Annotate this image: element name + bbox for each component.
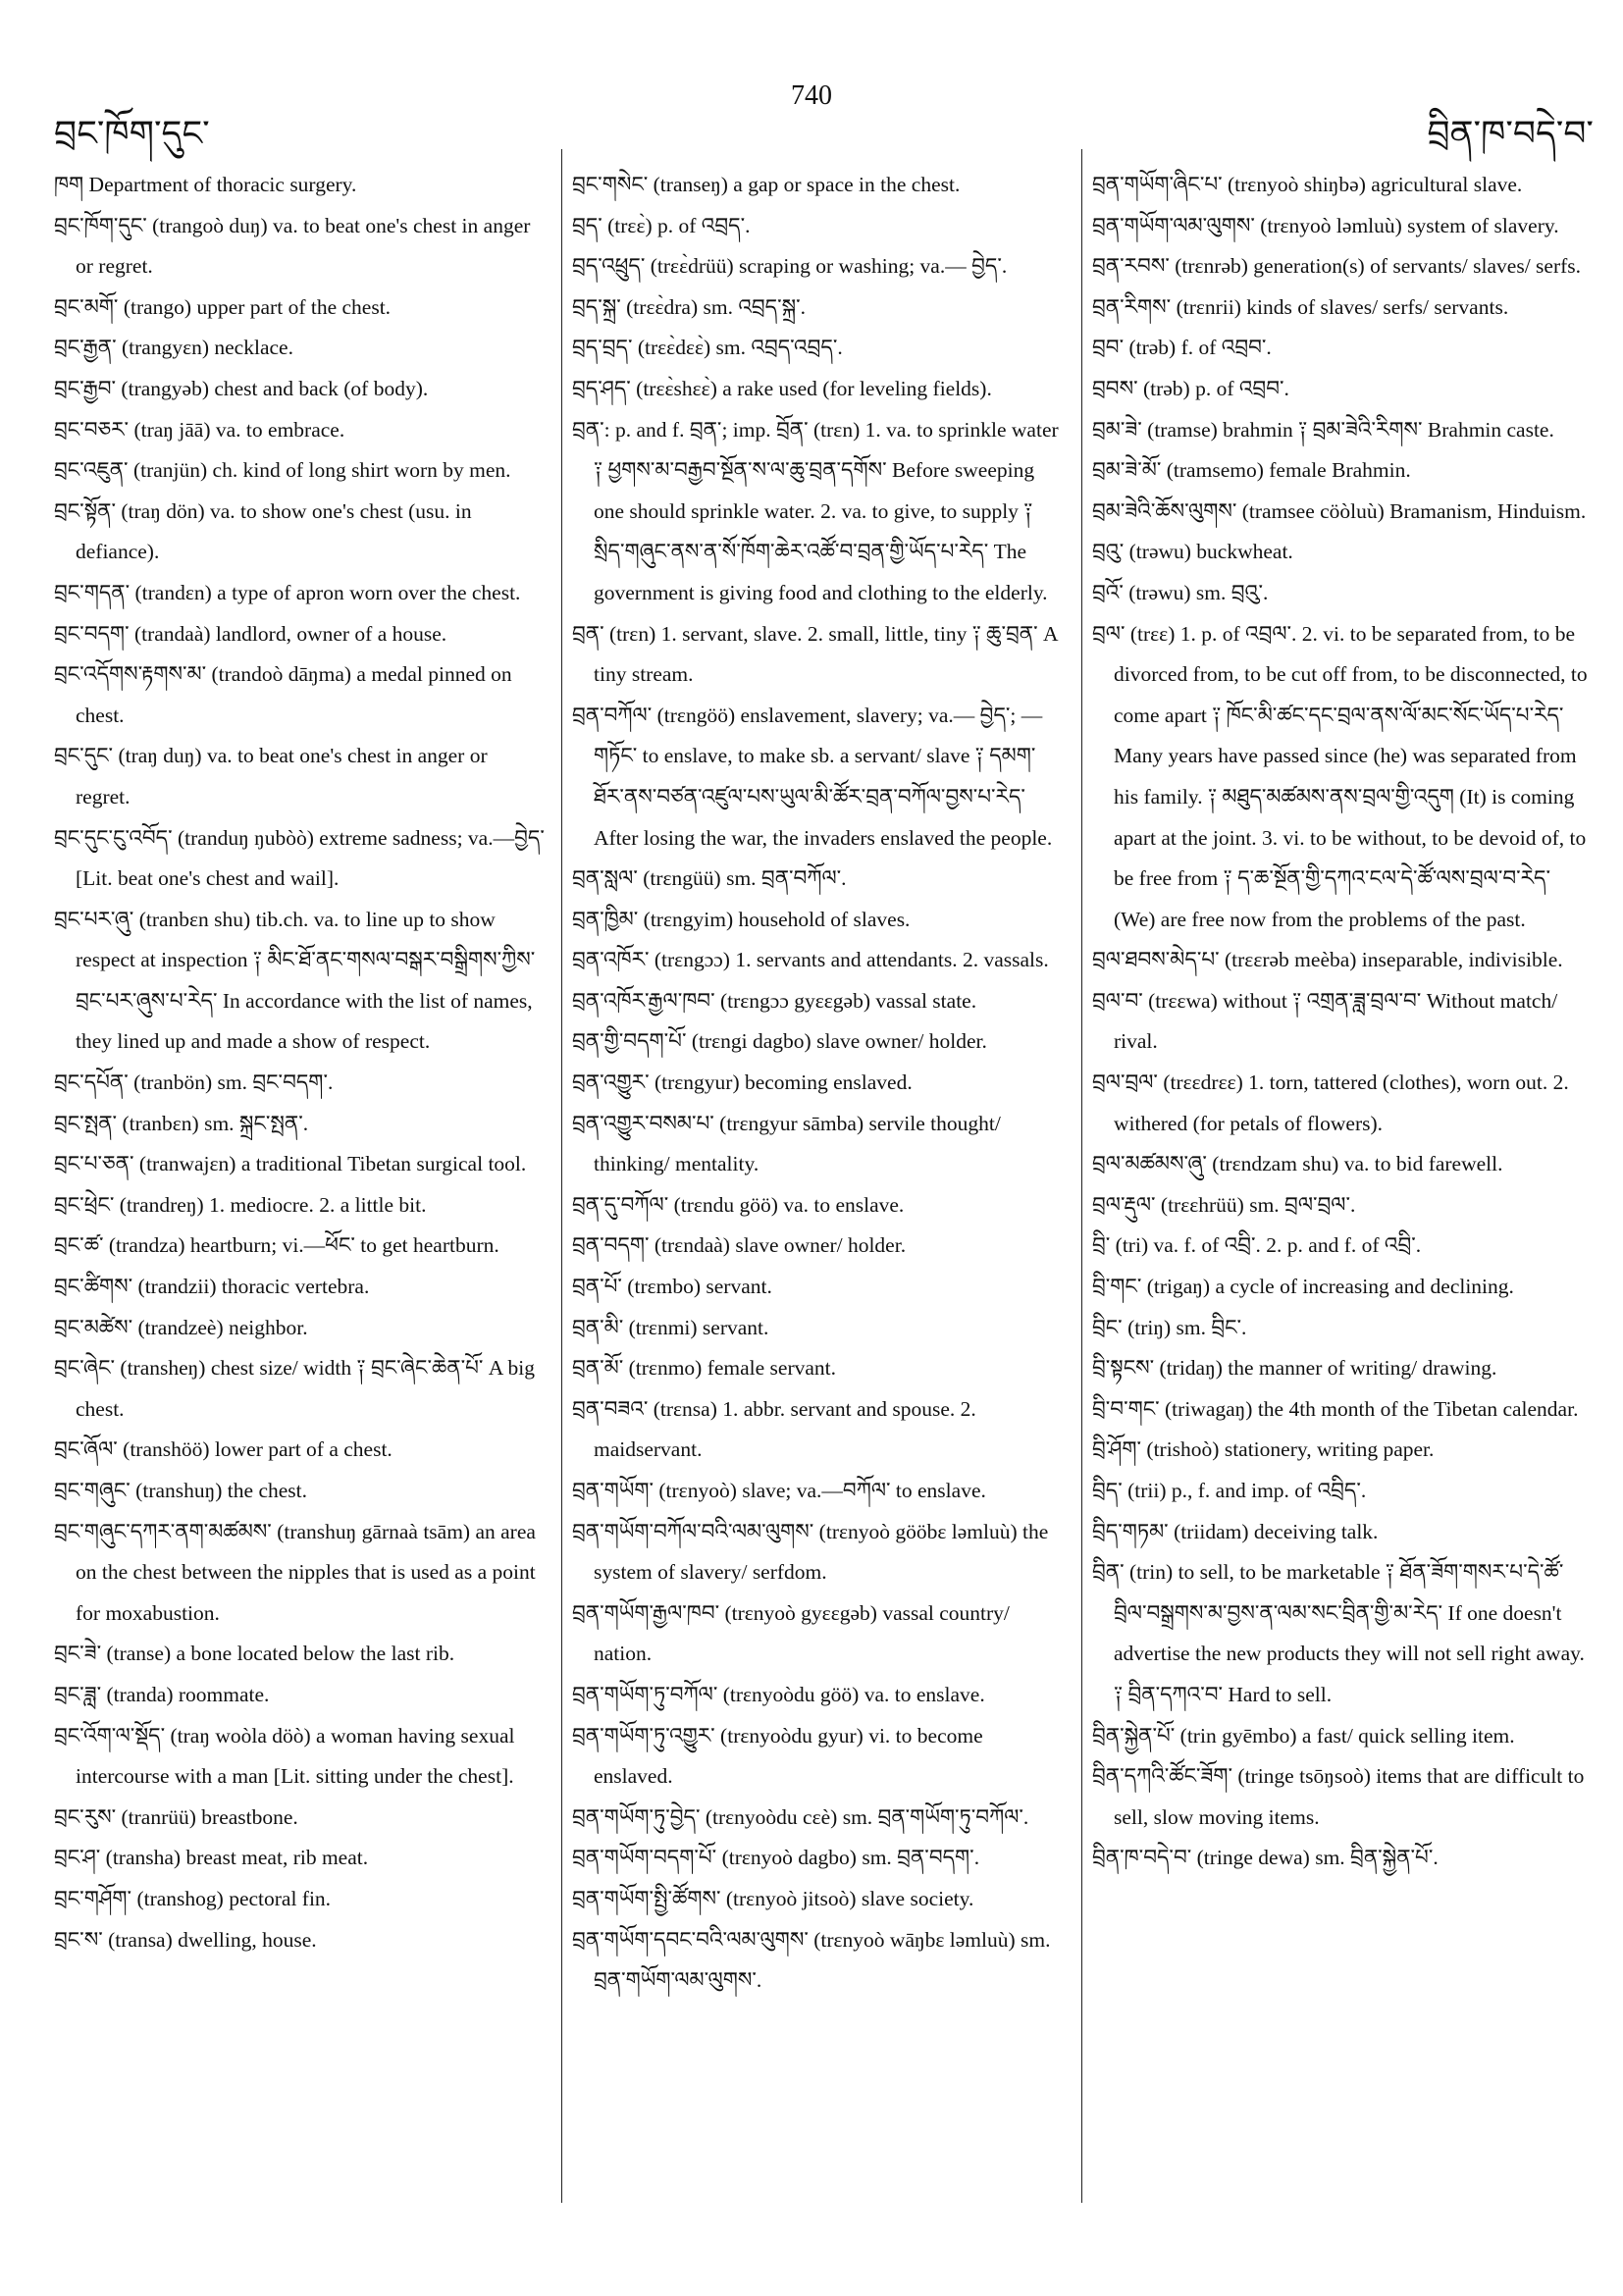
dictionary-entry: བྲམ་ཟེའི་ཆོས་ལུགས་ (tramsee cöòluù) Bramanism, Hinduism.: [1092, 498, 1587, 523]
dictionary-entry: བྲད་སྐྲ་ (trɛɛ̀dra) sm. འབྲད་སྐྲ་.: [572, 294, 807, 319]
dictionary-entry: བྲིང་ (triŋ) sm. བྲིང་.: [1092, 1315, 1247, 1339]
dictionary-entry: བྲང་རུས་ (tranrüü) breastbone.: [54, 1804, 298, 1829]
column-divider: [561, 149, 562, 2203]
dictionary-entry: བྲང་དཔོན་ (tranbön) sm. བྲང་བདག་.: [54, 1070, 334, 1095]
entry-column-2: [572, 165, 1065, 2208]
dictionary-entry: བྲད་བྲད་ (trɛɛ̀dɛɛ̀) sm. འབྲད་འབྲད་.: [572, 336, 843, 360]
dictionary-entry: བྲན་གཡོག་བདག་པོ་ (trɛnyoò dagbo) sm. བྲན་བདག་.: [572, 1846, 980, 1870]
dictionary-entry: བྲི་ (tri) va. f. of འབྲི་. 2. p. and f. of འབྲི་.: [1092, 1233, 1422, 1258]
dictionary-entry: བྲང་ཁོག་དུང་ (trangoò duŋ) va. to beat one's chest in anger or regret.: [54, 213, 531, 279]
dictionary-entry: བྲམ་ཟེ་མོ་ (tramsemo) female Brahmin.: [1092, 458, 1411, 483]
dictionary-entry: བྲང་ཕྲེང་ (trandreŋ) 1. mediocre. 2. a little bit.: [54, 1192, 427, 1217]
dictionary-entry: བྲང་མགོ་ (trango) upper part of the chest.: [54, 294, 392, 319]
dictionary-entry: བྲང་སྤན་ (tranbɛn) sm. སྐྲང་སྤན་.: [54, 1111, 309, 1135]
dictionary-entry: བྲིན་སྐྱེན་པོ་ (trin gyēmbo) a fast/ quick selling item.: [1092, 1723, 1515, 1748]
dictionary-entry: བྲིན་ཁ་བདེ་བ་ (tringe dewa) sm. བྲིན་སྐྱེན་པོ་.: [1092, 1846, 1439, 1870]
dictionary-entry: བྲན་གཡོག་ (trɛnyoò) slave; va.—བཀོལ་ to enslave.: [572, 1479, 986, 1502]
dictionary-entry: བྲི་སྟངས་ (tridaŋ) the manner of writing/ drawing.: [1092, 1356, 1497, 1381]
dictionary-entry: བྲིན་ (trin) to sell, to be marketable ༑ ཐོན་ཟོག་གསར་པ་དེ་ཚོ་བྲིལ་བསྒྲགས་མ་བྱས་ན་ལམ་སང་བྲིན་གྱི་མ་རེད་ If one doesn't advertise the new products they will not sell right away. ༑ བྲིན་དཀའ་བ་ Hard to sell.: [1092, 1560, 1585, 1706]
dictionary-entry: བྲད་ (trɛɛ̀) p. of འབྲད་.: [572, 213, 751, 237]
dictionary-entry: བྲན་འཁོར་ (trɛngɔɔ) 1. servants and attendants. 2. vassals.: [572, 948, 1049, 972]
dictionary-entry: བྲང་རྒྱན་ (trangyɛn) necklace.: [54, 336, 293, 360]
dictionary-entry: བྲིད་གཏམ་ (triidam) deceiving talk.: [1092, 1519, 1379, 1543]
dictionary-entry: བྲང་ས་ (transa) dwelling, house.: [54, 1927, 317, 1952]
dictionary-entry: བྲང་གསེང་ (transeŋ) a gap or space in the chest.: [572, 173, 961, 196]
dictionary-entry: བྲན་: p. and f. བྲན་; imp. བྲོན་ (trɛn) 1. va. to sprinkle water ༑ ཕྱགས་མ་བརྒྱབ་སྔོན་ས་ལ་ཆུ་བྲན་དགོས་ Before sweeping one should sprinkle water. 2. va. to give, to supply ༑ སྲིད་གཞུང་ནས་ན་སོ་ཁོག་ཆེར་འཚོ་བ་བྲན་གྱི་ཡོད་པ་རེད་ The government is giving food and clothing to the elderly.: [572, 417, 1059, 604]
dictionary-entry: བྲང་གཞུང་དཀར་ནག་མཚམས་ (transhuŋ gārnaà tsām) an area on the chest between the nipples that is used as a point for moxabustion.: [54, 1519, 536, 1625]
dictionary-entry: བྲང་ཞེང་ (transheŋ) chest size/ width ༑ བྲང་ཞེང་ཆེན་པོ་ A big chest.: [54, 1356, 535, 1421]
dictionary-entry: བྲི་བ་གང་ (triwagaŋ) the 4th month of the Tibetan calendar.: [1092, 1396, 1579, 1421]
dictionary-entry: བྲའོ་ (trəwu) sm. བྲའུ་.: [1092, 580, 1269, 604]
dictionary-entry: བྲའུ་ (trəwu) buckwheat.: [1092, 540, 1293, 564]
page-number: 740: [791, 80, 832, 111]
dictionary-entry: བྲང་དུང་ངུ་འབོད་ (tranduŋ ŋubòò) extreme sadness; va.—བྱེད་ [Lit. beat one's chest and wail].: [54, 825, 545, 891]
dictionary-entry: བྲལ་རྡུལ་ (trɛɛhrüü) sm. བྲལ་བྲལ་.: [1092, 1192, 1356, 1217]
dictionary-entry: བྲད་འཕྲུད་ (trɛɛ̀drüü) scraping or washing; va.— བྱེད་.: [572, 254, 1008, 279]
dictionary-entry: བྲང་འདོགས་རྟགས་མ་ (trandoò dāŋma) a medal pinned on chest.: [54, 662, 512, 727]
dictionary-entry: བྲན་འཁོར་རྒྱལ་ཁབ་ (trɛngɔɔ gyɛɛgəb) vassal state.: [572, 988, 977, 1013]
dictionary-entry: བྲམ་ཟེ་ (tramse) brahmin ༑ བྲམ་ཟེའི་རིགས་ Brahmin caste.: [1092, 417, 1554, 442]
dictionary-entry: བྲན་འགྱུར་ (trɛngyur) becoming enslaved.: [572, 1070, 913, 1095]
dictionary-entry: བྲང་སྟོན་ (traŋ dön) va. to show one's chest (usu. in defiance).: [54, 498, 472, 564]
dictionary-entry: བྲན་ (trɛn) 1. servant, slave. 2. small, little, tiny ༑ ཆུ་བྲན་ A tiny stream.: [572, 621, 1058, 687]
dictionary-entry: བྲན་རབས་ (trɛnrəb) generation(s) of servants/ slaves/ serfs.: [1092, 254, 1582, 279]
dictionary-entry: བྲན་ཁྱིམ་ (trɛngyim) household of slaves.: [572, 907, 911, 931]
dictionary-entry: བྲན་འགྱུར་བསམ་པ་ (trɛngyur sāmba) servile thought/ thinking/ mentality.: [572, 1111, 1001, 1176]
dictionary-entry: བྲང་དུང་ (traŋ duŋ) va. to beat one's chest in anger or regret.: [54, 744, 488, 809]
dictionary-entry: བྲན་གཡོག་ཏུ་བཀོལ་ (trɛnyoòdu göö) va. to enslave.: [572, 1682, 985, 1706]
dictionary-entry: བྲན་གཡོག་རྒྱལ་ཁབ་ (trɛnyoò gyɛɛgəb) vassal country/ nation.: [572, 1600, 1010, 1666]
dictionary-entry: བྲང་གཞུང་ (transhuŋ) the chest.: [54, 1479, 307, 1502]
dictionary-entry: བྲན་རིགས་ (trɛnrii) kinds of slaves/ serfs/ servants.: [1092, 294, 1509, 319]
dictionary-entry: བྲིད་ (trii) p., f. and imp. of འབྲིད་.: [1092, 1479, 1367, 1502]
dictionary-entry: བྲང་ཞོལ་ (transhöö) lower part of a chest.: [54, 1437, 393, 1462]
left-running-head: བྲང་ཁོག་དུང་: [54, 114, 210, 154]
dictionary-entry: བྲང་པར་ཞུ་ (tranbɛn shu) tib.ch. va. to line up to show respect at inspection ༑ མིང་ཐོ་ནང་གསལ་བསྒར་བསྒྲིགས་ཀྱིས་བྲང་པར་ཞུས་པ་རེད་ In accordance with the list of names, they lined up and made a show of respect.: [54, 907, 536, 1054]
dictionary-entry: བྲང་བཅར་ (traŋ jāā) va. to embrace.: [54, 417, 345, 442]
dictionary-entry: བྲན་བདག་ (trɛndaà) slave owner/ holder.: [572, 1233, 907, 1258]
dictionary-entry: བྲལ་བྲལ་ (trɛɛdrɛɛ) 1. torn, tattered (clothes), worn out. 2. withered (for petals of flowers).: [1092, 1070, 1569, 1135]
dictionary-entry: བྲང་གཤོག་ (transhog) pectoral fin.: [54, 1886, 332, 1910]
dictionary-entry: བྲལ་མཚམས་ཞུ་ (trɛndzam shu) va. to bid farewell.: [1092, 1152, 1503, 1176]
dictionary-entry: བྲད་ཤད་ (trɛɛ̀shɛɛ̀) a rake used (for leveling fields).: [572, 376, 992, 400]
dictionary-entry: བྲང་བདག་ (trandaà) landlord, owner of a house.: [54, 621, 447, 646]
entry-column-3: [1092, 165, 1594, 2208]
dictionary-entry: བྲང་འོག་ལ་སྡོད་ (traŋ woòla döò) a woman having sexual intercourse with a man [Lit. sitting under the chest].: [54, 1723, 515, 1789]
dictionary-entry: བྲན་གཡོག་ལམ་ལུགས་ (trɛnyoò ləmluù) system of slavery.: [1092, 213, 1559, 237]
dictionary-entry: བྲན་གཡོག་ཏུ་འགྱུར་ (trɛnyoòdu gyur) vi. to become enslaved.: [572, 1723, 983, 1789]
dictionary-entry: བྲན་གཡོག་ཞིང་པ་ (trɛnyoò shiŋbə) agricultural slave.: [1092, 173, 1523, 196]
dictionary-entry: བྲི་ཤོག་ (trishoò) stationery, writing paper.: [1092, 1437, 1435, 1462]
dictionary-entry: ཁག Department of thoracic surgery.: [54, 173, 357, 196]
dictionary-entry: བྲན་སླལ་ (trɛngüü) sm. བྲན་བཀོལ་.: [572, 866, 847, 891]
dictionary-entry: བྲན་པོ་ (trɛmbo) servant.: [572, 1275, 772, 1299]
entry-column-1: [54, 165, 545, 2208]
dictionary-entry: བྲང་པ་ཅན་ (tranwajɛn) a traditional Tibetan surgical tool.: [54, 1152, 527, 1176]
dictionary-entry: བྲབས་ (trəb) p. of འབྲབ་.: [1092, 376, 1289, 400]
dictionary-entry: བྲང་རྒྱབ་ (trangyəb) chest and back (of body).: [54, 376, 429, 400]
dictionary-entry: བྲང་ཚ་ (trandza) heartburn; vi.—ཕོང་ to get heartburn.: [54, 1233, 499, 1258]
dictionary-entry: བྲལ་བ་ (trɛɛwa) without ༑ འགྲན་ཟླ་བྲལ་བ་ Without match/ rival.: [1092, 988, 1558, 1054]
dictionary-entry: བྲན་བཟའ་ (trɛnsa) 1. abbr. servant and spouse. 2. maidservant.: [572, 1396, 976, 1462]
dictionary-entry: བྲང་ཟླ་ (tranda) roommate.: [54, 1682, 270, 1706]
right-running-head: བྲིན་ཁ་བདེ་བ་: [1427, 114, 1594, 154]
dictionary-entry: བྲན་དུ་བཀོལ་ (trɛndu göö) va. to enslave.: [572, 1192, 905, 1217]
dictionary-entry: བྲན་གྱི་བདག་པོ་ (trɛngi dagbo) slave owner/ holder.: [572, 1029, 987, 1054]
dictionary-entry: བྲན་གཡོག་སྤྱི་ཚོགས་ (trɛnyoò jitsoò) slave society.: [572, 1886, 974, 1910]
dictionary-entry: བྲང་གདན་ (trandɛn) a type of apron worn over the chest.: [54, 580, 521, 604]
dictionary-entry: བྲན་གཡོག་བཀོལ་བའི་ལམ་ལུགས་ (trɛnyoò gööbɛ ləmluù) the system of slavery/ serfdom.: [572, 1519, 1049, 1585]
dictionary-entry: བྲན་གཡོག་དབང་བའི་ལམ་ལུགས་ (trɛnyoò wāŋbɛ ləmluù) sm. བྲན་གཡོག་ལམ་ལུགས་.: [572, 1927, 1051, 1993]
dictionary-entry: བྲང་ཚིགས་ (trandzii) thoracic vertebra.: [54, 1275, 370, 1299]
dictionary-entry: བྲན་བཀོལ་ (trɛngöö) enslavement, slavery; va.— བྱེད་; —གཏོང་ to enslave, to make sb. a servant/ slave ༑ དམག་ཐོར་ནས་བཙན་འཛུལ་པས་ཡུལ་མི་ཚོར་བྲན་བཀོལ་བྱས་པ་རེད་ After losing the war, the invaders enslaved the people.: [572, 703, 1053, 850]
dictionary-entry: བྲལ་ཐབས་མེད་པ་ (trɛɛrəb meèba) inseparable, indivisible.: [1092, 948, 1563, 972]
dictionary-entry: བྲིན་དཀའི་ཚོང་ཟོག་ (tringe tsōŋsoò) items that are difficult to sell, slow moving items.: [1092, 1764, 1585, 1829]
dictionary-entry: བྲལ་ (trɛɛ) 1. p. of འབྲལ་. 2. vi. to be separated from, to be divorced from, to be cut off from, to be disconnected, to come apart ༑ ཁོང་མི་ཚང་དང་བྲལ་ནས་ལོ་མང་སོང་ཡོད་པ་རེད་ Many years have passed since (he) was separated from his family. ༑ མཐུད་མཚམས་ནས་བྲལ་གྱི་འདུག (It) is coming apart at the joint. 3. vi. to be without, to be devoid of, to be free from ༑ ད་ཆ་སྔོན་གྱི་དཀའ་ངལ་དེ་ཚོ་ལས་བྲལ་བ་རེད་ (We) are free now from the problems of the past.: [1092, 621, 1588, 931]
dictionary-entry: བྲང་འཇུན་ (tranjün) ch. kind of long shirt worn by men.: [54, 458, 511, 483]
dictionary-entry: བྲན་གཡོག་ཏུ་བྱེད་ (trɛnyoòdu cɛè) sm. བྲན་གཡོག་ཏུ་བཀོལ་.: [572, 1804, 1029, 1829]
column-divider: [1081, 149, 1082, 2203]
dictionary-entry: བྲན་མི་ (trɛnmi) servant.: [572, 1315, 769, 1339]
dictionary-entry: བྲང་མཚེས་ (trandzeè) neighbor.: [54, 1315, 308, 1339]
dictionary-entry: བྲབ་ (trəb) f. of འབྲབ་.: [1092, 336, 1272, 360]
dictionary-entry: བྲང་ཤ་ (transha) breast meat, rib meat.: [54, 1846, 369, 1870]
dictionary-entry: བྲན་མོ་ (trɛnmo) female servant.: [572, 1356, 837, 1381]
dictionary-entry: བྲི་གང་ (trigaŋ) a cycle of increasing and declining.: [1092, 1275, 1514, 1299]
dictionary-entry: བྲང་ཟེ་ (transe) a bone located below the last rib.: [54, 1642, 455, 1666]
